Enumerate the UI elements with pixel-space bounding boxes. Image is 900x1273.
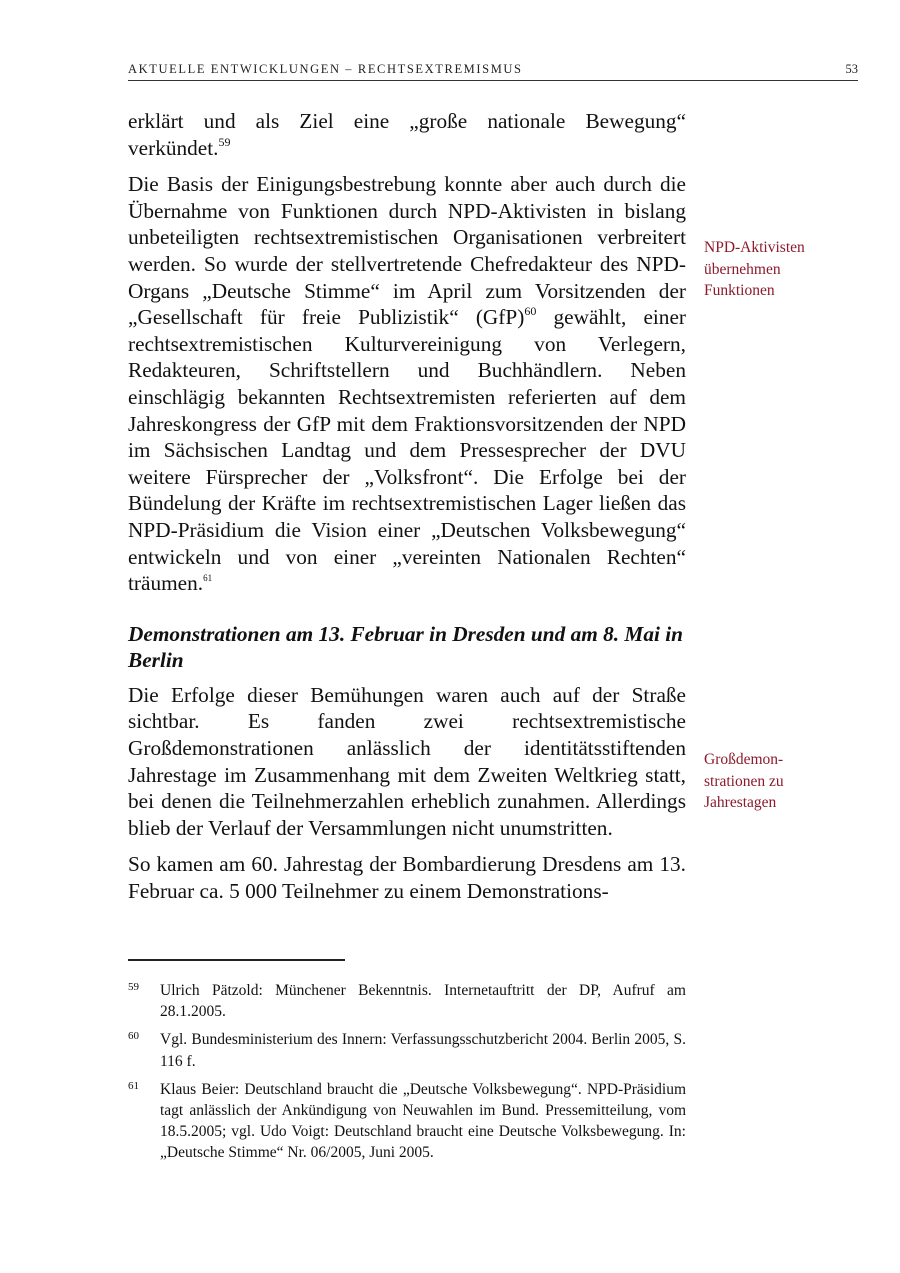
paragraph-1 [128,108,686,161]
paragraph-2-text-b: gewählt, einer rechtsextremistischen Kulturvereinigung von Verlegern, Redakteuren, Schriftstellern und Buchhändlern. Neben einschlägig bekannten Rechtsextremisten referierten auf dem Jahreskongress der GfP mit dem Fraktionsvorsitzenden der NPD im Sächsischen Landtag und dem Pressesprecher der DVU weitere Fürsprecher der „Volksfront“. Die Erfolge bei der Bündelung der Kräfte im rechtsextremistischen Lager ließen das NPD-Präsidium die Vision einer „Deutschen Volksbewegung“ entwickeln und von einer „vereinten Nationalen Rechten“ träumen. [128,305,687,596]
margin-note-line: NPD-Aktivisten [704,239,805,256]
footnote-number: 60 [128,1030,139,1043]
footnote-text: Ulrich Pätzold: Münchener Bekenntnis. Internetauftritt der DP, Aufruf am 28.1.2005. [160,982,686,1021]
running-title: AKTUELLE ENTWICKLUNGEN – RECHTSEXTREMISMUS [128,62,523,76]
footnote-61 [128,1079,686,1164]
body-column [128,108,686,905]
margin-note-npd-aktivisten [704,237,854,302]
paragraph-2 [128,171,686,597]
footnote-ref-61: 61 [203,573,213,584]
page-number: 53 [845,62,858,76]
footnote-number: 61 [128,1079,139,1092]
margin-note-line: Jahrestagen [704,794,777,811]
footnote-60 [128,1029,686,1071]
header-rule [128,80,858,81]
footnote-text: Klaus Beier: Deutschland braucht die „Deutsche Volksbewegung“. NPD-Präsidium tagt anlässlich der Ankündigung von Neuwahlen im Bund. Pressemitteilung, vom 18.5.2005; vgl. Udo Voigt: Deutschland braucht eine Deutsche Volksbewegung. In: „Deutsche Stimme“ Nr. 06/2005, Juni 2005. [160,1080,686,1162]
margin-note-grossdemonstrationen [704,749,854,814]
footnote-number: 59 [128,981,139,993]
footnote-ref-59: 59 [218,134,231,149]
paragraph-1-text: erklärt und als Ziel eine „große nationale Bewegung“ verkündet. [128,109,686,160]
paragraph-4: So kamen am 60. Jahrestag der Bombardierung Dresdens am 13. Februar ca. 5 000 Teilnehmer zu einem Demonstrations- [128,852,686,904]
footnote-59 [128,980,686,1022]
section-heading: Demonstrationen am 13. Februar in Dresden und am 8. Mai in Berlin [128,621,684,673]
margin-note-line: übernehmen [704,260,781,278]
margin-note-line: strationen zu [704,772,784,790]
footnote-rule [128,959,345,961]
margin-note-line: Großdemon- [704,751,784,768]
paragraph-3: Die Erfolge dieser Bemühungen waren auch auf der Straße sichtbar. Es fanden zwei rechtsextremistische Großdemonstrationen anlässlich der identitätsstiftenden Jahrestage im Zusammenhang mit dem Zweiten Weltkrieg statt, bei denen die Teilnehmerzahlen erheblich zunahmen. Allerdings blieb der Verlauf der Versammlungen nicht unumstritten. [128,682,686,840]
paragraph-2-text-a: Die Basis der Einigungsbestrebung konnte aber auch durch die Übernahme von Funktionen durch NPD-Aktivisten in bislang unbeteiligten rechtsextremistischen Organisationen verbreitert werden. So wurde der stellvertretende Chefredakteur des NPD-Organs „Deutsche Stimme“ im April zum Vorsitzenden der „Gesellschaft für freie Publizistik“ (GfP) [128,172,686,330]
footnote-ref-60: 60 [524,304,537,319]
margin-note-line: Funktionen [704,282,775,299]
footnotes [128,980,686,1171]
footnote-text: Vgl. Bundesministerium des Innern: Verfassungsschutzbericht 2004. Berlin 2005, S. 116 f. [160,1031,686,1070]
running-header [128,62,858,77]
